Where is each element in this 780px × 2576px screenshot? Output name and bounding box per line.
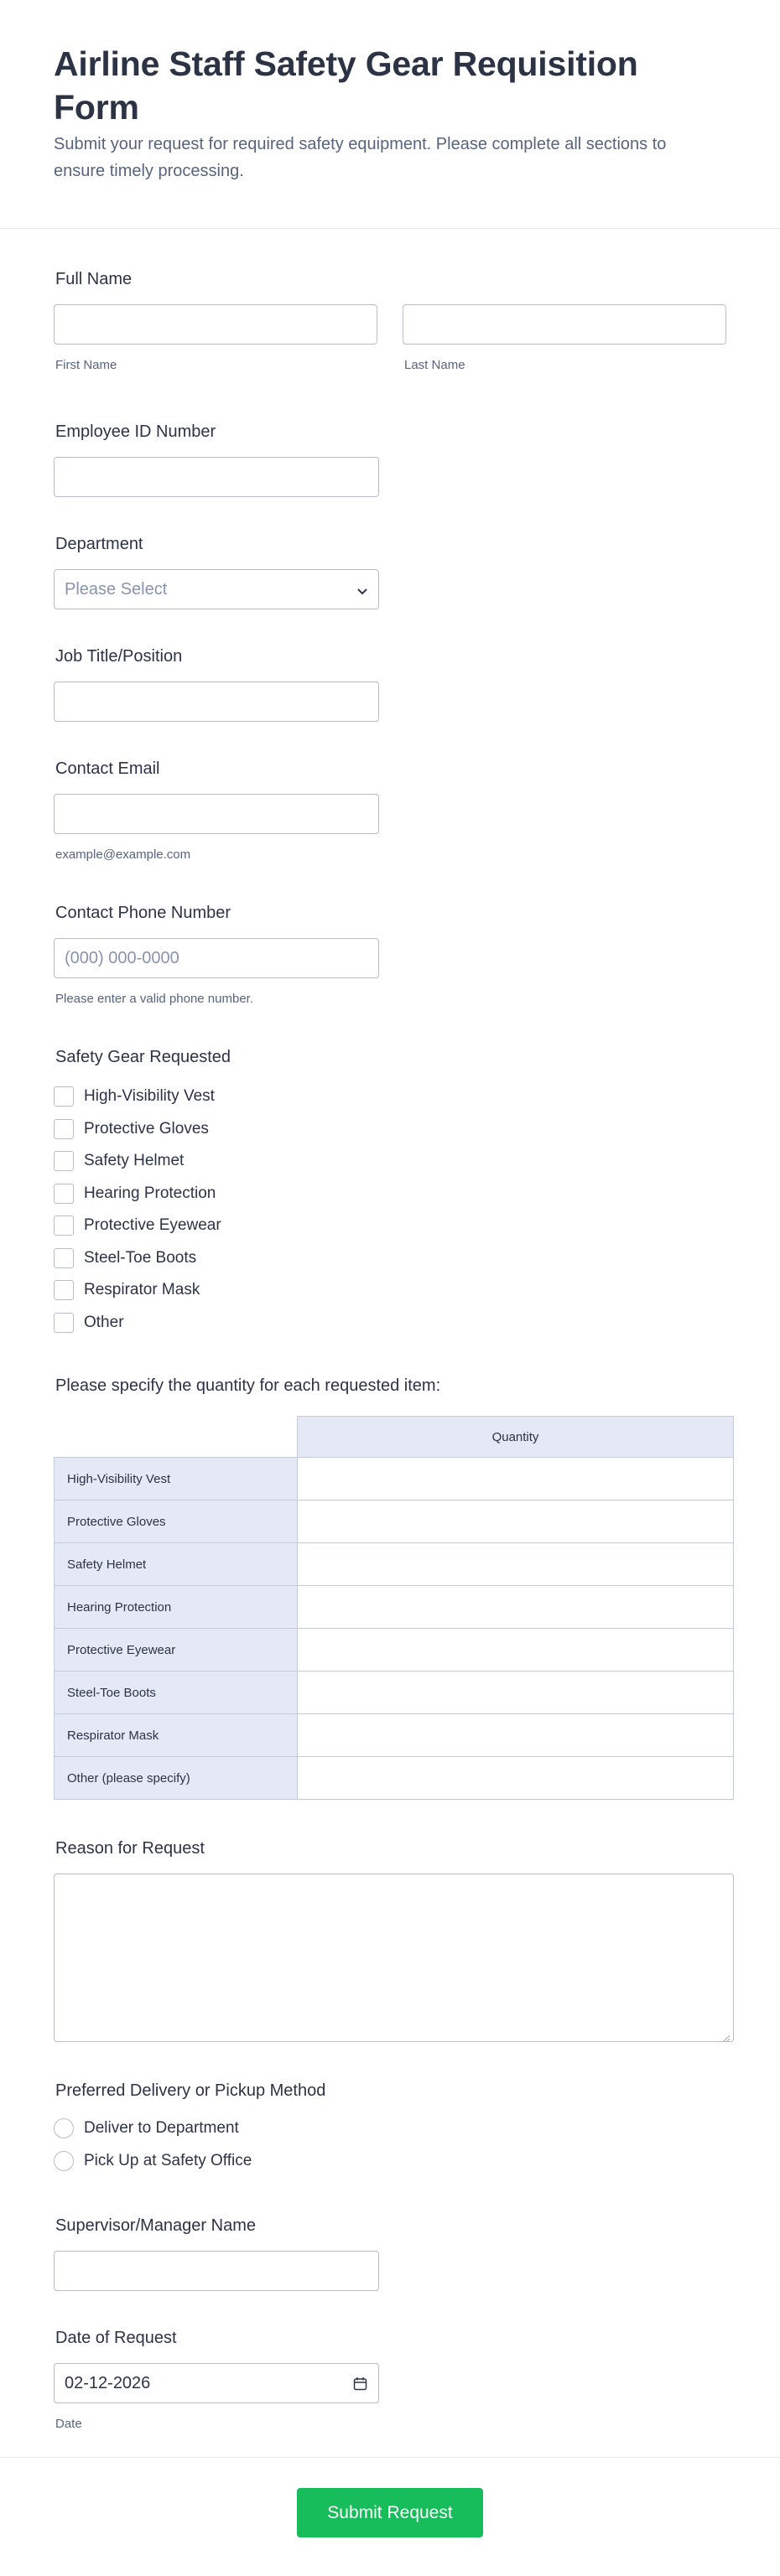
gear-option-protective-eyewear[interactable]: Protective Eyewear — [54, 1210, 726, 1242]
gear-option-safety-helmet[interactable]: Safety Helmet — [54, 1145, 726, 1178]
matrix-row-label: Hearing Protection — [55, 1586, 298, 1629]
matrix-row-label: Protective Eyewear — [55, 1629, 298, 1672]
gear-option-respirator-mask[interactable]: Respirator Mask — [54, 1274, 726, 1307]
matrix-cell-input[interactable] — [298, 1586, 734, 1629]
date-label: Date of Request — [55, 2329, 177, 2347]
matrix-cell-input[interactable] — [298, 1501, 734, 1543]
form-footer — [0, 2457, 780, 2576]
form-body — [0, 229, 780, 2432]
checkbox[interactable] — [54, 1280, 74, 1300]
gear-label: Safety Gear Requested — [55, 1048, 231, 1066]
full-name-field — [54, 269, 726, 373]
employee-id-input[interactable] — [54, 457, 379, 497]
matrix-cell-input[interactable] — [298, 1714, 734, 1757]
department-select[interactable] — [54, 569, 379, 609]
checkbox[interactable] — [54, 1248, 74, 1268]
email-label: Contact Email — [55, 759, 160, 778]
gear-option-protective-gloves[interactable]: Protective Gloves — [54, 1113, 726, 1146]
checkbox[interactable] — [54, 1086, 74, 1107]
calendar-icon[interactable] — [353, 2376, 367, 2395]
matrix-cell-input[interactable] — [298, 1543, 734, 1586]
matrix-cell-input[interactable] — [298, 1458, 734, 1501]
job-title-label: Job Title/Position — [55, 647, 183, 666]
supervisor-label: Supervisor/Manager Name — [55, 2216, 256, 2235]
supervisor-field — [54, 2216, 726, 2291]
phone-label: Contact Phone Number — [55, 904, 231, 922]
last-name-sublabel: Last Name — [404, 358, 465, 372]
date-value: 02-12-2026 — [65, 2374, 151, 2392]
gear-option-high-visibility-vest[interactable]: High-Visibility Vest — [54, 1081, 726, 1113]
matrix-row-label: Respirator Mask — [55, 1714, 298, 1757]
checkbox[interactable] — [54, 1119, 74, 1139]
reason-field — [54, 1838, 726, 2042]
resize-grip-icon[interactable] — [723, 2031, 731, 2039]
matrix-corner — [55, 1417, 298, 1458]
email-input[interactable] — [54, 794, 379, 834]
employee-id-field — [54, 422, 726, 497]
delivery-option-pickup[interactable]: Pick Up at Safety Office — [54, 2145, 726, 2178]
email-field — [54, 759, 726, 863]
delivery-field — [54, 2081, 726, 2177]
quantity-label: Please specify the quantity for each requested item: — [55, 1376, 441, 1395]
form-header — [0, 0, 780, 229]
delivery-option-deliver[interactable]: Deliver to Department — [54, 2112, 726, 2145]
reason-label: Reason for Request — [55, 1839, 205, 1858]
supervisor-input[interactable] — [54, 2251, 379, 2291]
quantity-matrix — [54, 1416, 734, 1800]
gear-checkbox-list — [54, 1081, 726, 1339]
matrix-cell-input[interactable] — [298, 1672, 734, 1714]
matrix-cell-input[interactable] — [298, 1629, 734, 1672]
checkbox[interactable] — [54, 1215, 74, 1236]
chevron-down-icon — [356, 585, 368, 600]
matrix-row-label: Protective Gloves — [55, 1501, 298, 1543]
submit-button[interactable]: Submit Request — [297, 2488, 483, 2537]
checkbox[interactable] — [54, 1313, 74, 1333]
phone-field — [54, 903, 726, 1007]
checkbox[interactable] — [54, 1184, 74, 1204]
date-input[interactable] — [54, 2363, 379, 2403]
delivery-label: Preferred Delivery or Pickup Method — [55, 2081, 326, 2100]
quantity-field — [54, 1376, 726, 1800]
reason-textarea[interactable] — [54, 1874, 734, 2042]
phone-input[interactable] — [54, 938, 379, 978]
job-title-field — [54, 646, 726, 722]
matrix-row-label: High-Visibility Vest — [55, 1458, 298, 1501]
matrix-row-label: Other (please specify) — [55, 1757, 298, 1800]
radio-button[interactable] — [54, 2118, 74, 2138]
page-title: Airline Staff Safety Gear Requisition Form — [54, 44, 638, 127]
date-field — [54, 2328, 726, 2432]
matrix-column-quantity: Quantity — [298, 1417, 734, 1458]
matrix-row-label: Steel-Toe Boots — [55, 1672, 298, 1714]
employee-id-label: Employee ID Number — [55, 422, 216, 441]
department-label: Department — [55, 535, 143, 553]
department-placeholder: Please Select — [65, 580, 168, 599]
delivery-radio-list — [54, 2112, 726, 2177]
gear-field — [54, 1047, 726, 1339]
last-name-input[interactable] — [403, 304, 726, 345]
page-subtitle: Submit your request for required safety equipment. Please complete all sections to ensure timely processing. — [54, 135, 667, 180]
gear-option-other[interactable]: Other — [54, 1307, 726, 1340]
email-sublabel: example@example.com — [55, 847, 191, 862]
matrix-cell-input[interactable] — [298, 1757, 734, 1800]
date-sublabel: Date — [55, 2417, 82, 2431]
full-name-label: Full Name — [55, 270, 133, 288]
radio-button[interactable] — [54, 2151, 74, 2171]
phone-placeholder: (000) 000-0000 — [65, 949, 179, 967]
phone-sublabel: Please enter a valid phone number. — [55, 992, 253, 1006]
matrix-row-label: Safety Helmet — [55, 1543, 298, 1586]
job-title-input[interactable] — [54, 682, 379, 722]
first-name-sublabel: First Name — [55, 358, 117, 372]
gear-option-steel-toe-boots[interactable]: Steel-Toe Boots — [54, 1242, 726, 1275]
checkbox[interactable] — [54, 1151, 74, 1171]
first-name-input[interactable] — [54, 304, 377, 345]
gear-option-hearing-protection[interactable]: Hearing Protection — [54, 1178, 726, 1210]
department-field — [54, 534, 726, 609]
